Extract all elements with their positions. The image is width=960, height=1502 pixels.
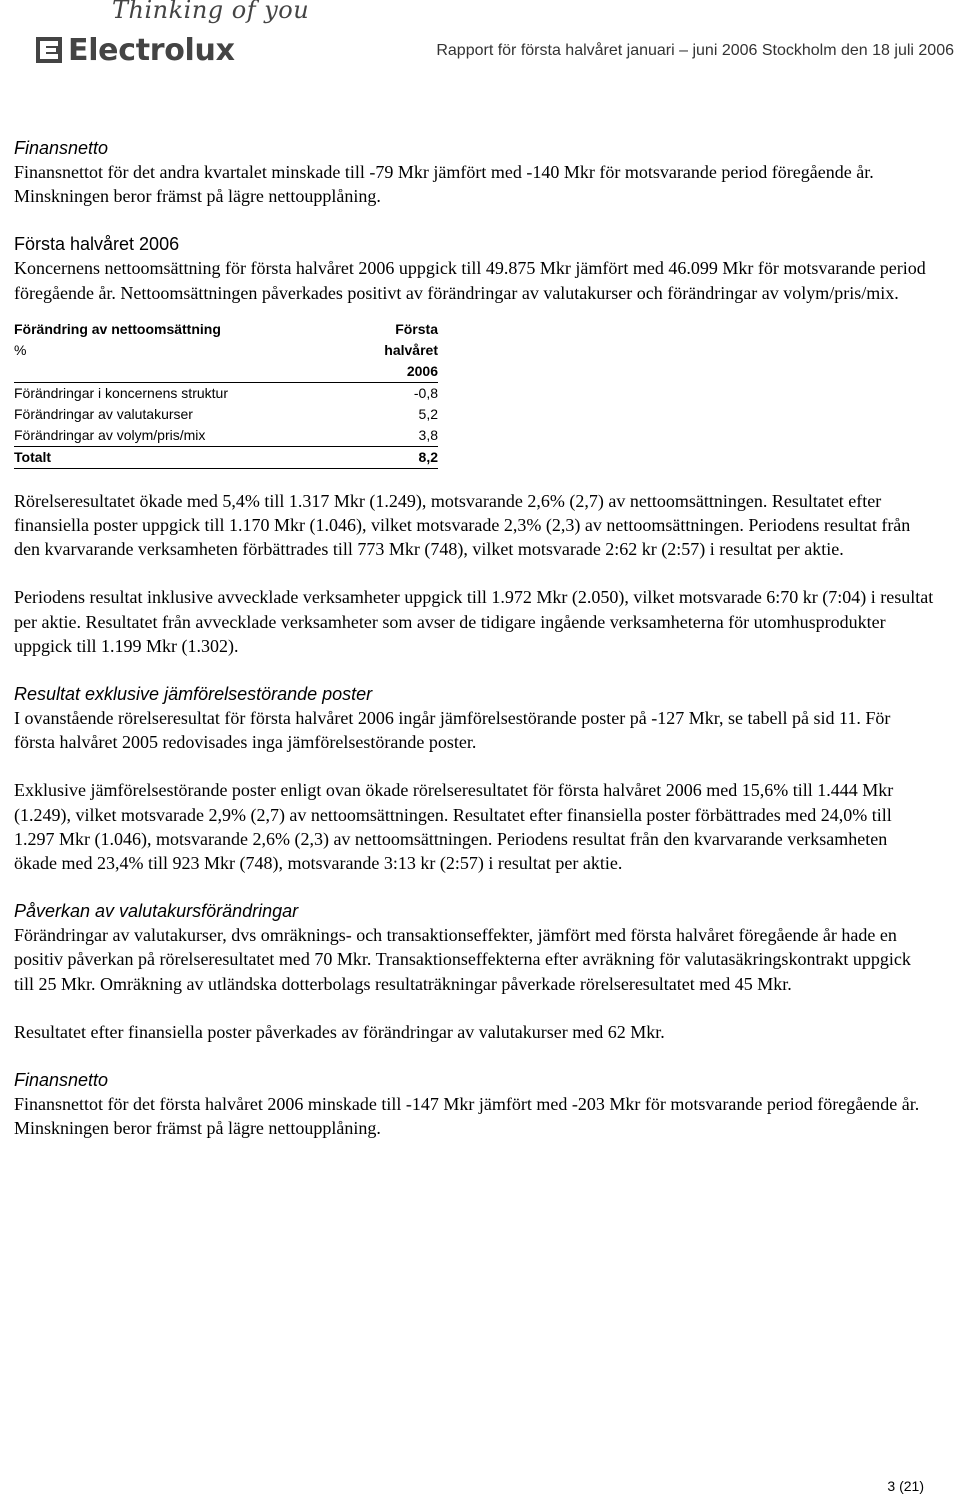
table-col-header-1: Första [395, 320, 438, 337]
page-number: 3 (21) [887, 1478, 924, 1494]
row-label: Förändringar av valutakurser [14, 405, 193, 422]
table-header-row [14, 319, 438, 340]
paragraph-rorelseresultat-1: Rörelseresultatet ökade med 5,4% till 1.317 Mkr (1.249), motsvarande 2,6% (2,7) av nettoomsättningen. Resultatet efter finansiella poster uppgick till 1.170 Mkr (1.046), vilket motsvarade 2,3% (2,3) av nettoomsättningen. Periodens resultat från den kvarvarande verksamheten förbättrades till 773 Mkr (748), vilket motsvarade 2:62 kr (2:57) i resultat per aktie. [14, 490, 911, 560]
sales-change-table [14, 319, 438, 469]
paragraph-exklusive-1: I ovanstående rörelseresultat för första halvåret 2006 ingår jämförelsestörande poster på -127 Mkr, se tabell på sid 11. För första halvåret 2005 redovisades inga jämförelsestörande poster. [14, 708, 891, 753]
row-value: -0,8 [314, 382, 438, 404]
table-header-label: Förändring av nettoomsättning [14, 320, 221, 337]
table-row [14, 404, 438, 425]
paragraph-valuta-2: Resultatet efter finansiella poster påverkades av förändringar av valutakurser med 62 Mkr. [14, 1021, 665, 1042]
page-header [0, 0, 960, 70]
table-header-row [14, 340, 438, 361]
report-title: Rapport för första halvåret januari – juni 2006 Stockholm den 18 juli 2006 [436, 42, 954, 59]
table-row [14, 382, 438, 404]
table-header-unit: % [14, 341, 27, 358]
row-label: Förändringar av volym/pris/mix [14, 426, 206, 443]
paragraph-valuta-1: Förändringar av valutakurser, dvs omräknings- och transaktionseffekter, jämfört med första halvåret föregående år hade en positiv påverkan på rörelseresultatet med 70 Mkr. Transaktionseffekterna efter avräkning för valutasäkringskontrakt uppgick till 25 Mkr. Omräkning av utländska dotterbolags resultaträkningar påverkade rörelseresultatet med 45 Mkr. [14, 925, 911, 994]
heading-finansnetto-h1: Finansnetto [14, 1070, 109, 1091]
paragraph-rorelseresultat-2: Periodens resultat inklusive avvecklade verksamheter uppgick till 1.972 Mkr (2.050), vilket motsvarade 6:70 kr (7:04) i resultat per aktie. Resultatet från avvecklade verksamheter som avser de tidigare ingående verksamheterna för utomhusprodukter uppgick till 1.199 Mkr (1.302). [14, 587, 934, 656]
heading-finansnetto-q2: Finansnetto [14, 138, 109, 158]
brand-name: Electrolux [68, 32, 235, 68]
table-col-header-3: 2006 [406, 362, 438, 379]
table-header-row [14, 361, 438, 383]
paragraph-finansnetto-h1: Finansnettot för det första halvåret 2006 minskade till -147 Mkr jämfört med -203 Mkr för motsvarande period föregående år. Minskningen beror främst på lägre nettoupplåning. [14, 1094, 920, 1139]
row-value: 3,8 [418, 426, 438, 443]
electrolux-emblem-icon [36, 37, 62, 63]
tagline: Thinking of you [112, 0, 310, 24]
total-label: Totalt [14, 446, 314, 468]
heading-valuta: Påverkan av valutakursförändringar [14, 901, 299, 922]
table-total-row [14, 446, 438, 468]
paragraph-exklusive-2: Exklusive jämförelsestörande poster enligt ovan ökade rörelseresultatet för första halvåret 2006 med 15,6% till 1.444 Mkr (1.249), vilket motsvarade 2,9% (2,7) av nettoomsättningen. Resultatet efter finansiella poster förbättrades med 24,0% till 1.297 Mkr (1.046), motsvarande 2,6% (2,3) av nettoomsättningen. Periodens resultat från den kvarvarande verksamheten ökade med 23,4% till 923 Mkr (748), motsvarande 3:13 kr (2:57) i resultat per aktie. [14, 780, 894, 874]
heading-forsta-halvaret: Första halvåret 2006 [14, 234, 180, 255]
table-row [14, 425, 438, 447]
row-label: Förändringar i koncernens struktur [14, 382, 314, 404]
row-value: 5,2 [418, 405, 438, 422]
paragraph-forsta-halvaret: Koncernens nettoomsättning för första halvåret 2006 uppgick till 49.875 Mkr jämfört med 46.099 Mkr för motsvarande period föregående år. Nettoomsättningen påverkades positivt av förändringar av valutakurser och förändringar av volym/pris/mix. [14, 258, 926, 303]
total-value: 8,2 [314, 446, 438, 468]
heading-exklusive: Resultat exklusive jämförelsestörande poster [14, 684, 373, 705]
paragraph-finansnetto-q2: Finansnettot för det andra kvartalet minskade till -79 Mkr jämfört med -140 Mkr för motsvarande period föregående år. Minskningen beror främst på lägre nettoupplåning. [14, 162, 874, 207]
document-body [14, 136, 934, 1140]
table-col-header-2: halvåret [384, 341, 438, 358]
electrolux-logo [36, 34, 235, 66]
